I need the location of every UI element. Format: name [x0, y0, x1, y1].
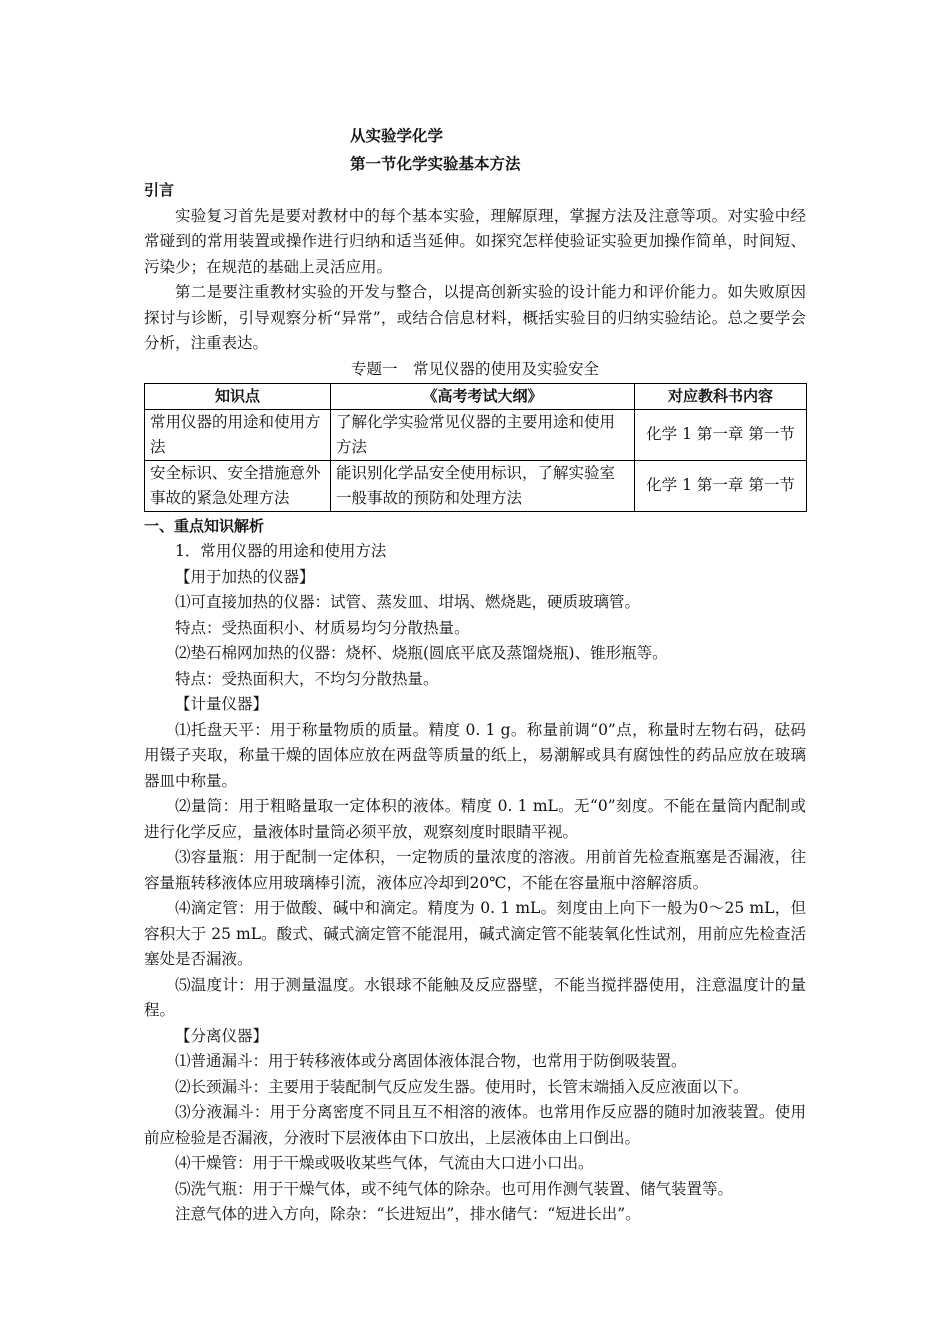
- list-item: ⑴普通漏斗：用于转移液体或分离固体液体混合物，也常用于防倒吸装置。: [175, 1052, 687, 1070]
- table-cell: 常用仪器的用途和使用方法: [145, 409, 331, 460]
- document-page: [144, 122, 806, 1228]
- knowledge-table: [144, 383, 807, 512]
- list-item: ⑵长颈漏斗：主要用于装配制气反应发生器。使用时，长管末端插入反应液面以下。: [175, 1077, 749, 1096]
- subsection-heading: 1．常用仪器的用途和使用方法: [175, 542, 387, 560]
- table-row: [145, 460, 807, 511]
- list-item: 特点：受热面积小、材质易均匀分散热量。: [175, 618, 470, 637]
- list-item: ⑸温度计：用于测量温度。水银球不能触及反应器壁，不能当搅拌器使用，注意温度计的量程。: [144, 975, 806, 1019]
- category-label: 【分离仪器】: [175, 1026, 269, 1045]
- table-caption: 专题一 常见仪器的使用及实验安全: [350, 359, 599, 378]
- section-heading: 一、重点知识解析: [144, 516, 265, 535]
- list-item: ⑶容量瓶：用于配制一定体积，一定物质的量浓度的溶液。用前首先检查瓶塞是否漏液，往容量瓶转移液体应用玻璃棒引流，液体应冷却到20℃，不能在容量瓶中溶解溶质。: [144, 848, 806, 892]
- list-item: ⑴可直接加热的仪器：试管、蒸发皿、坩埚、燃烧匙，硬质玻璃管。: [175, 593, 641, 611]
- list-item: ⑴托盘天平：用于称量物质的质量。精度 0. 1 g。称量前调“0”点，称量时左物右码，砝码用镊子夹取，称量干燥的固体应放在两盘等质量的纸上，易潮解或具有腐蚀性的药品应放在玻璃器皿中称量。: [144, 720, 806, 790]
- list-item: ⑵量筒：用于粗略量取一定体积的液体。精度 0. 1 mL。无“0”刻度。不能在量筒内配制或进行化学反应，量液体时量筒必须平放，观察刻度时眼睛平视。: [144, 797, 806, 841]
- list-item: 注意气体的进入方向，除杂：“长进短出”，排水储气：“短进长出”。: [175, 1205, 641, 1223]
- list-item: ⑵垫石棉网加热的仪器：烧杯、烧瓶(圆底平底及蒸馏烧瓶)、锥形瓶等。: [175, 644, 668, 662]
- table-header-row: [145, 383, 807, 409]
- list-item: ⑶分液漏斗：用于分离密度不同且互不相溶的液体。也常用作反应器的随时加液装置。使用前应检验是否漏液，分液时下层液体由下口放出，上层液体由上口倒出。: [144, 1103, 806, 1147]
- category-label: 【用于加热的仪器】: [175, 567, 315, 586]
- table-header-cell: 对应教科书内容: [635, 383, 807, 409]
- document-subtitle: 第一节化学实验基本方法: [350, 154, 521, 173]
- table-header-cell: 知识点: [145, 383, 331, 409]
- list-item: ⑷滴定管：用于做酸、碱中和滴定。精度为 0. 1 mL。刻度由上向下一般为0～25 mL，但容积大于 25 mL。酸式、碱式滴定管不能混用，碱式滴定管不能装氧化性试剂，用前应先检查活塞处是否漏液。: [144, 899, 806, 968]
- table-cell: 化学 1 第一章 第一节: [635, 409, 807, 460]
- list-item: ⑷干燥管：用于干燥或吸收某些气体，气流由大口进小口出。: [175, 1154, 594, 1172]
- category-label: 【计量仪器】: [175, 695, 269, 713]
- intro-paragraph: 实验复习首先是要对教材中的每个基本实验，理解原理，掌握方法及注意等项。对实验中经常碰到的常用装置或操作进行归纳和适当延伸。如探究怎样使验证实验更加操作简单，时间短、污染少；在规范的基础上灵活应用。: [144, 206, 806, 276]
- table-cell: 安全标识、安全措施意外事故的紧急处理方法: [145, 460, 331, 511]
- list-item: ⑸洗气瓶：用于干燥气体，或不纯气体的除杂。也可用作测气装置、储气装置等。: [175, 1179, 734, 1198]
- table-header-cell: 《高考考试大纲》: [331, 383, 635, 409]
- intro-paragraph: 第二是要注重教材实验的开发与整合，以提高创新实验的设计能力和评价能力。如失败原因探讨与诊断，引导观察分析“异常”，或结合信息材料，概括实验目的归纳实验结论。总之要学会分析，注重表达。: [144, 283, 806, 352]
- document-title: 从实验学化学: [350, 126, 444, 145]
- table-cell: 化学 1 第一章 第一节: [635, 460, 807, 511]
- table-cell: 能识别化学品安全使用标识，了解实验室一般事故的预防和处理方法: [331, 460, 635, 511]
- table-cell: 了解化学实验常见仪器的主要用途和使用方法: [331, 409, 635, 460]
- table-row: [145, 409, 807, 460]
- list-item: 特点：受热面积大，不均匀分散热量。: [175, 669, 439, 688]
- intro-heading: 引言: [144, 181, 175, 199]
